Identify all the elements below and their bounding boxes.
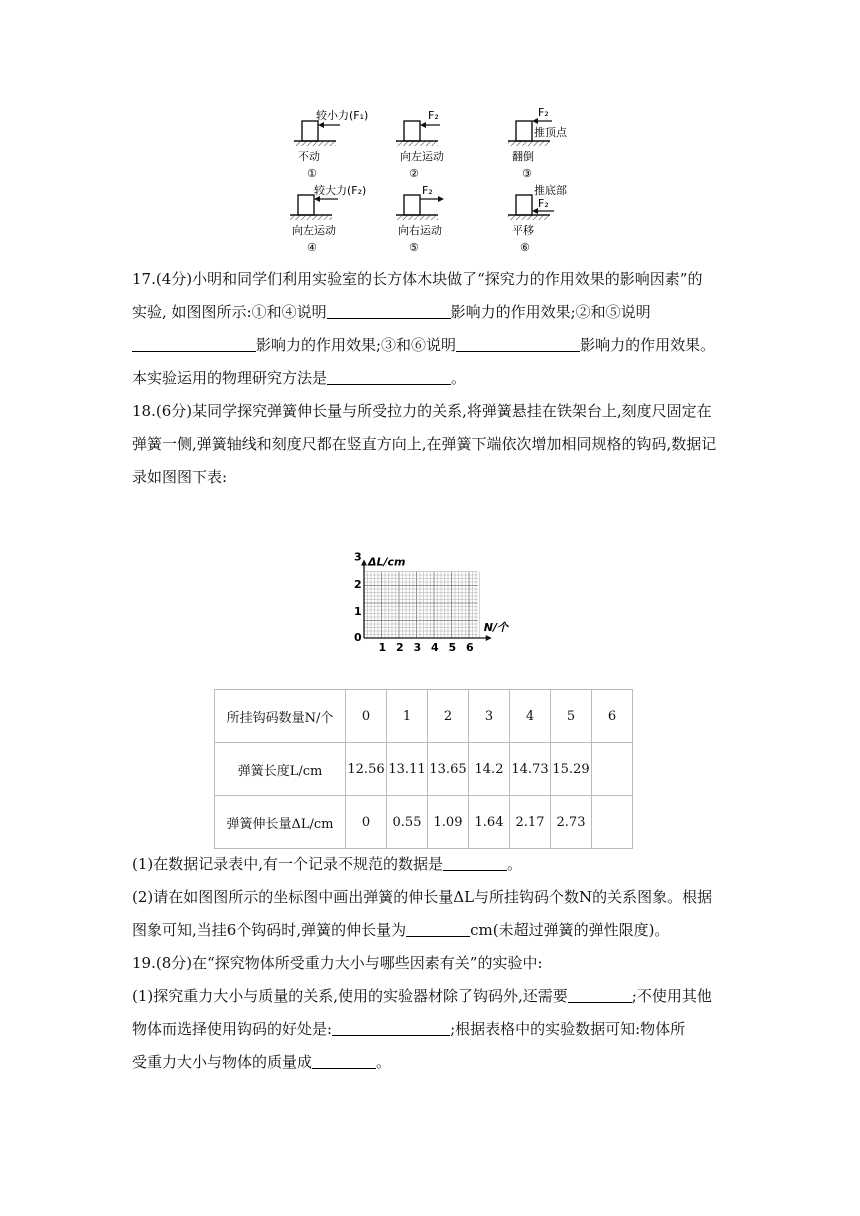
table-cell: 13.65 xyxy=(428,743,469,796)
y-axis-arrow xyxy=(361,560,367,566)
y-tick-label: 1 xyxy=(354,604,362,618)
figure-6-point: 推底部 xyxy=(534,184,567,197)
question-19 xyxy=(132,947,732,1079)
table-cell-empty[interactable] xyxy=(592,743,633,796)
figure-item-3 xyxy=(508,106,568,180)
origin-label: 0 xyxy=(354,631,362,644)
question-18 xyxy=(132,395,732,494)
question-17 xyxy=(132,263,732,395)
x-tick-label: 4 xyxy=(431,641,439,654)
figure-3-force: F₂ xyxy=(538,106,549,119)
table-header-cell: 2 xyxy=(428,690,469,743)
figure-5-num: ⑤ xyxy=(409,241,419,254)
figure-4-num: ④ xyxy=(307,241,317,254)
figure-6-result: 平移 xyxy=(512,224,534,237)
q17-line-4-end: 。 xyxy=(451,369,467,387)
figure-item-4 xyxy=(290,183,366,254)
table-cell: 12.56 xyxy=(346,743,387,796)
x-tick-label: 3 xyxy=(413,641,422,654)
y-tick-label: 2 xyxy=(354,577,362,591)
question-18-parts xyxy=(132,848,732,947)
spring-data-table xyxy=(214,689,633,849)
q19-blank-1[interactable] xyxy=(568,986,632,1003)
figure-2-num: ② xyxy=(409,167,419,180)
figure-6-force: F₂ xyxy=(538,197,549,210)
q19-line-4b: 。 xyxy=(376,1053,392,1071)
table-header-cell: 所挂钩码数量N/个 xyxy=(215,690,346,743)
figure-item-6 xyxy=(508,183,567,254)
table-header-cell: 4 xyxy=(510,690,551,743)
table-cell: 1.64 xyxy=(469,796,510,849)
table-row xyxy=(215,796,633,849)
figure-3-result: 翻倒 xyxy=(512,150,534,163)
table-cell: 0 xyxy=(346,796,387,849)
y-tick-label: 3 xyxy=(354,550,362,564)
table-header-cell: 6 xyxy=(592,690,633,743)
table-header-cell: 3 xyxy=(469,690,510,743)
q18-part-1b: 。 xyxy=(507,855,523,873)
table-cell: 15.29 xyxy=(551,743,592,796)
table-cell: 13.11 xyxy=(387,743,428,796)
figure-item-2 xyxy=(396,109,444,180)
figure-6-num: ⑥ xyxy=(520,241,530,254)
figure-1-result: 不动 xyxy=(298,150,320,163)
figure-1-num: ① xyxy=(307,167,317,180)
q19-line-3b: ;根据表格中的实验数据可知:物体所 xyxy=(450,1020,686,1038)
q18-blank-2[interactable] xyxy=(406,920,470,937)
table-cell: 1.09 xyxy=(428,796,469,849)
x-axis-label: N/个 xyxy=(483,621,508,634)
table-header-cell: 5 xyxy=(551,690,592,743)
table-cell: 2.17 xyxy=(510,796,551,849)
figure-5-result: 向右运动 xyxy=(398,224,442,237)
figure-item-1 xyxy=(294,108,368,180)
x-tick-label: 2 xyxy=(396,641,404,654)
q19-line-1: 19.(8分)在“探究物体所受重力大小与哪些因素有关”的实验中: xyxy=(132,954,543,972)
spring-grid-chart xyxy=(340,496,510,658)
figure-4-result: 向左运动 xyxy=(292,224,336,237)
table-cell-empty[interactable] xyxy=(592,796,633,849)
q17-line-3a: 影响力的作用效果;③和⑥说明 xyxy=(256,336,457,354)
table-cell: 弹簧伸长量ΔL/cm xyxy=(215,796,346,849)
figure-3-point: 推顶点 xyxy=(534,126,567,139)
q18-line-2: 弹簧一侧,弹簧轴线和刻度尺都在竖直方向上,在弹簧下端依次增加相同规格的钩码,数据记 xyxy=(132,435,717,453)
q17-line-3b: 影响力的作用效果。 xyxy=(580,336,716,354)
q19-line-3a: 物体而选择使用钩码的好处是: xyxy=(132,1020,333,1038)
q17-line-2b: 影响力的作用效果;②和⑤说明 xyxy=(450,303,651,321)
table-row xyxy=(215,690,633,743)
q17-line-4: 本实验运用的物理研究方法是 xyxy=(132,369,328,387)
figure-1-force: 较小力(F₁) xyxy=(316,109,369,122)
q19-blank-2[interactable] xyxy=(332,1019,450,1036)
q17-blank-1[interactable] xyxy=(327,302,451,319)
x-axis-arrow xyxy=(486,635,492,641)
q18-part-2c: cm(未超过弹簧的弹性限度)。 xyxy=(470,921,670,939)
q19-line-4a: 受重力大小与物体的质量成 xyxy=(132,1053,313,1071)
table-header-cell: 1 xyxy=(387,690,428,743)
x-tick-label: 5 xyxy=(448,641,457,654)
figure-3-num: ③ xyxy=(522,167,532,180)
table-cell: 14.73 xyxy=(510,743,551,796)
q18-line-3: 录如图图下表: xyxy=(132,468,228,486)
q19-line-2b: ;不使用其他 xyxy=(631,987,712,1005)
x-tick-label: 6 xyxy=(466,641,474,654)
table-header-cell: 0 xyxy=(346,690,387,743)
q19-line-2a: (1)探究重力大小与质量的关系,使用的实验器材除了钩码外,还需要 xyxy=(132,987,568,1005)
table-cell: 2.73 xyxy=(551,796,592,849)
q17-line-1: 17.(4分)小明和同学们利用实验室的长方体木块做了“探究力的作用效果的影响因素”的 xyxy=(132,270,703,288)
q18-part-1a: (1)在数据记录表中,有一个记录不规范的数据是 xyxy=(132,855,444,873)
table-cell: 0.55 xyxy=(387,796,428,849)
q18-part-2b: 图象可知,当挂6个钩码时,弹簧的伸长量为 xyxy=(132,921,407,939)
table-cell: 弹簧长度L/cm xyxy=(215,743,346,796)
q18-part-2a: (2)请在如图图所示的坐标图中画出弹簧的伸长量ΔL与所挂钩码个数N的关系图象。根据 xyxy=(132,888,713,906)
figure-2-result: 向左运动 xyxy=(400,150,444,163)
q17-line-2a: 实验, 如图图所示:①和④说明 xyxy=(132,303,327,321)
q18-blank-1[interactable] xyxy=(443,854,507,871)
y-axis-label: ΔL/cm xyxy=(368,555,406,569)
figure-4-force: 较大力(F₂) xyxy=(314,184,367,197)
table-row xyxy=(215,743,633,796)
figure-5-force: F₂ xyxy=(422,184,433,197)
figure-2-force: F₂ xyxy=(428,109,439,122)
force-effect-figure xyxy=(280,105,600,255)
q18-line-1: 18.(6分)某同学探究弹簧伸长量与所受拉力的关系,将弹簧悬挂在铁架台上,刻度尺固定在 xyxy=(132,402,712,420)
table-cell: 14.2 xyxy=(469,743,510,796)
x-tick-label: 1 xyxy=(378,641,387,654)
q17-blank-3[interactable] xyxy=(456,335,580,352)
q17-blank-2[interactable] xyxy=(132,335,256,352)
figure-item-5 xyxy=(396,184,444,254)
q17-blank-4[interactable] xyxy=(327,368,451,385)
q19-blank-3[interactable] xyxy=(312,1052,376,1069)
